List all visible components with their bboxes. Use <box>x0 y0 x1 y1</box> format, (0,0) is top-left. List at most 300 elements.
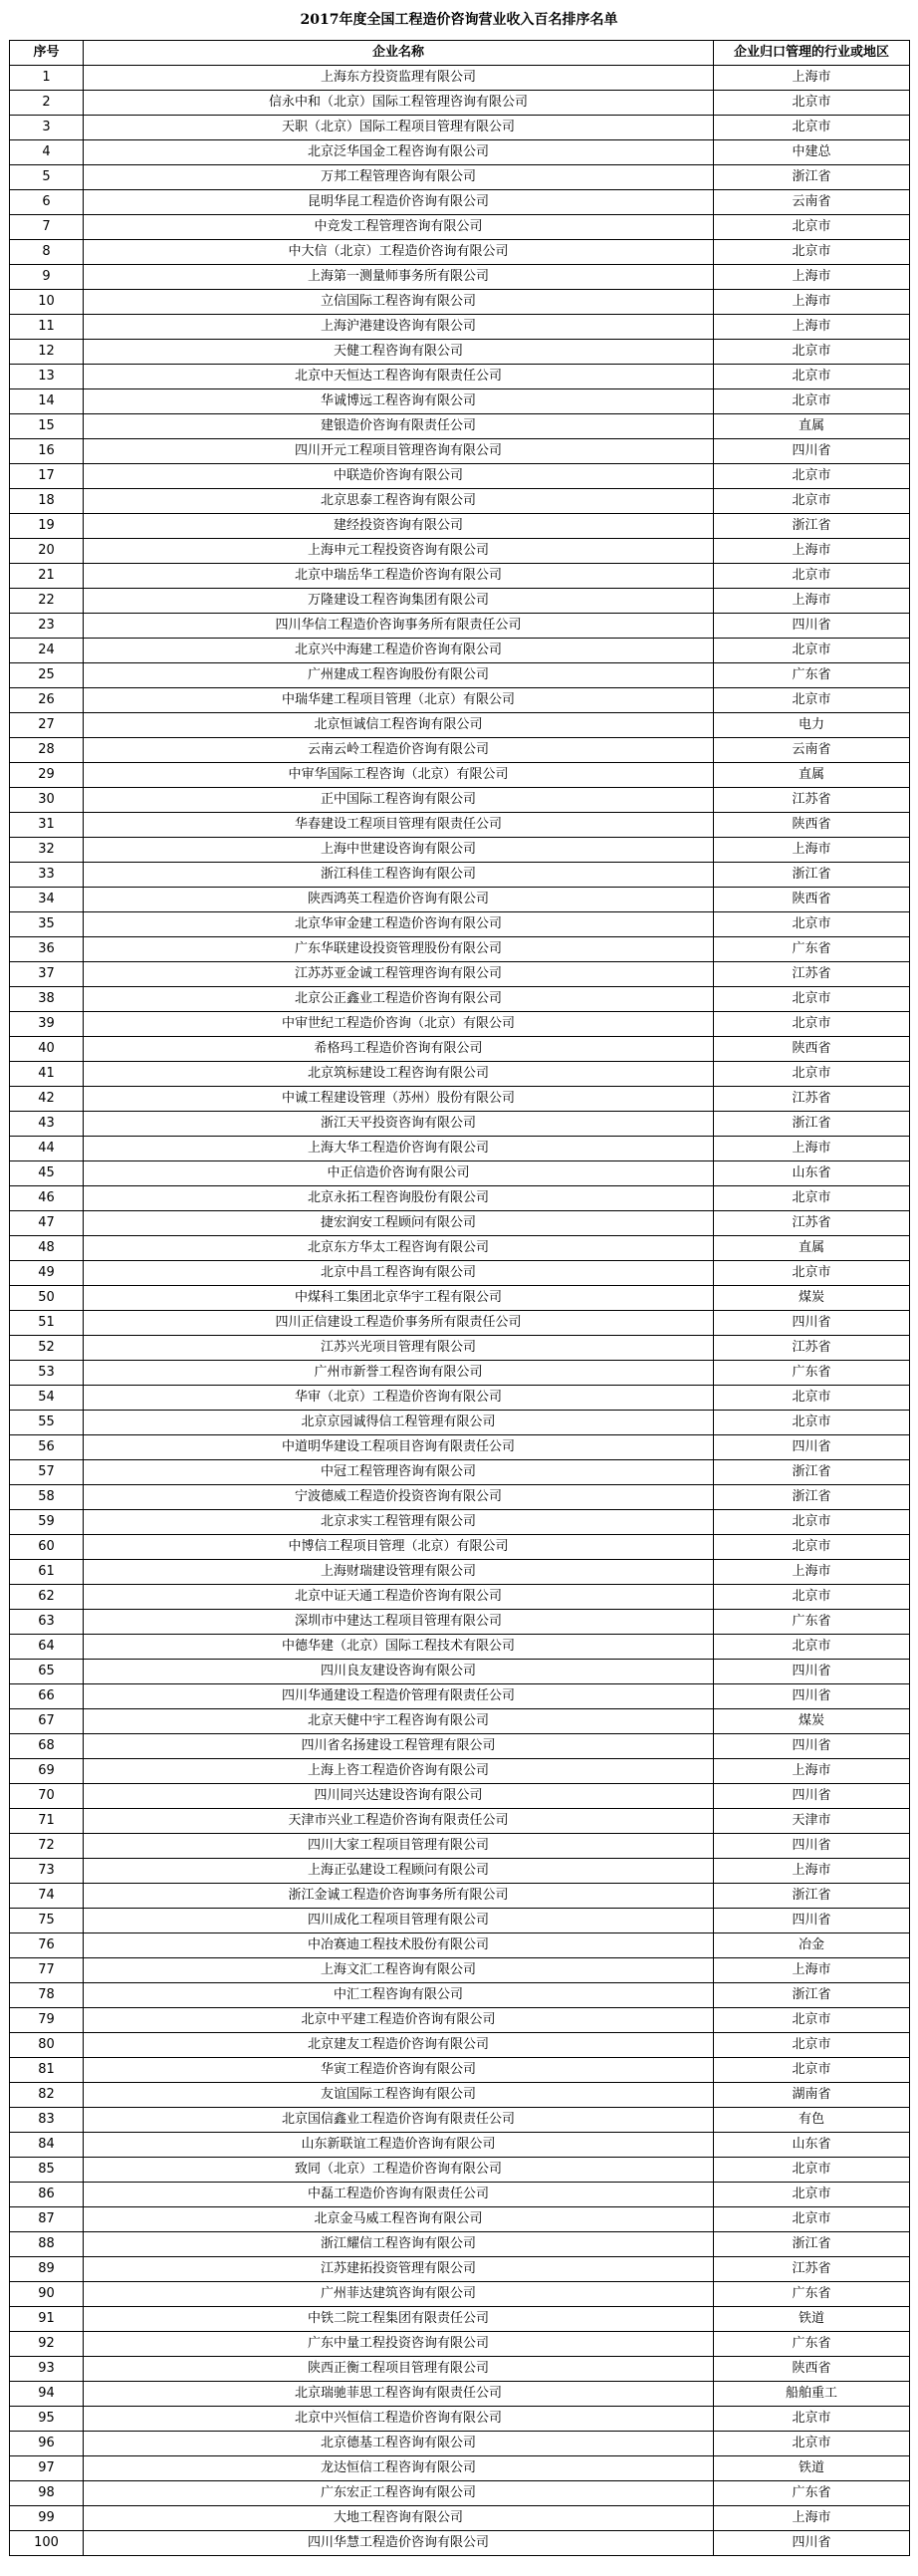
cell-region: 四川省 <box>714 1660 910 1684</box>
table-row <box>10 589 910 614</box>
table-row <box>10 2133 910 2158</box>
table-row <box>10 1610 910 1635</box>
table-row <box>10 688 910 713</box>
table-row <box>10 514 910 539</box>
cell-rank: 30 <box>10 788 84 813</box>
table-row <box>10 1560 910 1585</box>
cell-region: 江苏省 <box>714 962 910 987</box>
cell-rank: 44 <box>10 1137 84 1161</box>
table-row <box>10 1660 910 1684</box>
cell-region: 广东省 <box>714 1610 910 1635</box>
cell-region: 北京市 <box>714 215 910 240</box>
table-row <box>10 788 910 813</box>
cell-region: 四川省 <box>714 1834 910 1859</box>
cell-company-name: 北京恒诚信工程咨询有限公司 <box>84 713 714 738</box>
cell-rank: 43 <box>10 1112 84 1137</box>
table-row <box>10 1709 910 1734</box>
cell-company-name: 浙江天平投资咨询有限公司 <box>84 1112 714 1137</box>
table-row <box>10 564 910 589</box>
cell-rank: 26 <box>10 688 84 713</box>
cell-region: 陕西省 <box>714 1037 910 1062</box>
cell-company-name: 北京中兴恒信工程造价咨询有限公司 <box>84 2407 714 2432</box>
cell-region: 有色 <box>714 2108 910 2133</box>
cell-rank: 91 <box>10 2307 84 2332</box>
table-row <box>10 1859 910 1884</box>
table-row <box>10 937 910 962</box>
cell-region: 北京市 <box>714 688 910 713</box>
cell-company-name: 北京德基工程咨询有限公司 <box>84 2432 714 2456</box>
table-row <box>10 962 910 987</box>
cell-company-name: 上海申元工程投资咨询有限公司 <box>84 539 714 564</box>
cell-region: 山东省 <box>714 2133 910 2158</box>
table-row <box>10 539 910 564</box>
cell-company-name: 四川同兴达建设咨询有限公司 <box>84 1784 714 1809</box>
cell-region: 浙江省 <box>714 514 910 539</box>
table-row <box>10 1386 910 1411</box>
cell-region: 北京市 <box>714 1012 910 1037</box>
cell-company-name: 北京兴中海建工程造价咨询有限公司 <box>84 639 714 663</box>
table-row <box>10 315 910 340</box>
cell-region: 上海市 <box>714 539 910 564</box>
cell-region: 上海市 <box>714 1859 910 1884</box>
table-row <box>10 1759 910 1784</box>
cell-rank: 61 <box>10 1560 84 1585</box>
cell-company-name: 广州菲达建筑咨询有限公司 <box>84 2282 714 2307</box>
header-rank: 序号 <box>10 41 84 66</box>
page-title: 2017年度全国工程造价咨询营业收入百名排序名单 <box>300 12 618 28</box>
cell-rank: 100 <box>10 2531 84 2556</box>
cell-rank: 65 <box>10 1660 84 1684</box>
cell-rank: 5 <box>10 165 84 190</box>
cell-rank: 81 <box>10 2058 84 2083</box>
cell-region: 广东省 <box>714 2332 910 2357</box>
cell-region: 江苏省 <box>714 2257 910 2282</box>
cell-region: 北京市 <box>714 91 910 116</box>
table-row <box>10 2158 910 2183</box>
cell-rank: 80 <box>10 2033 84 2058</box>
cell-company-name: 四川良友建设咨询有限公司 <box>84 1660 714 1684</box>
table-row <box>10 1535 910 1560</box>
cell-region: 北京市 <box>714 912 910 937</box>
cell-region: 陕西省 <box>714 2357 910 2382</box>
cell-region: 直属 <box>714 414 910 439</box>
ranking-table <box>9 40 910 2556</box>
header-region: 企业归口管理的行业或地区 <box>714 41 910 66</box>
cell-region: 上海市 <box>714 838 910 863</box>
cell-rank: 11 <box>10 315 84 340</box>
cell-rank: 94 <box>10 2382 84 2407</box>
cell-region: 浙江省 <box>714 2232 910 2257</box>
table-row <box>10 1311 910 1336</box>
cell-company-name: 中正信造价咨询有限公司 <box>84 1161 714 1186</box>
cell-rank: 2 <box>10 91 84 116</box>
cell-company-name: 中煤科工集团北京华宇工程有限公司 <box>84 1286 714 1311</box>
cell-company-name: 广东华联建设投资管理股份有限公司 <box>84 937 714 962</box>
cell-region: 山东省 <box>714 1161 910 1186</box>
cell-rank: 20 <box>10 539 84 564</box>
table-row <box>10 1784 910 1809</box>
cell-company-name: 上海东方投资监理有限公司 <box>84 66 714 91</box>
cell-company-name: 中道明华建设工程项目咨询有限责任公司 <box>84 1435 714 1460</box>
cell-company-name: 北京天健中宇工程咨询有限公司 <box>84 1709 714 1734</box>
cell-rank: 42 <box>10 1087 84 1112</box>
cell-rank: 38 <box>10 987 84 1012</box>
cell-company-name: 中诚工程建设管理（苏州）股份有限公司 <box>84 1087 714 1112</box>
table-row <box>10 1211 910 1236</box>
table-row <box>10 639 910 663</box>
cell-company-name: 天健工程咨询有限公司 <box>84 340 714 365</box>
cell-company-name: 北京瑞驰菲思工程咨询有限责任公司 <box>84 2382 714 2407</box>
cell-rank: 50 <box>10 1286 84 1311</box>
cell-company-name: 华诚博远工程咨询有限公司 <box>84 389 714 414</box>
cell-rank: 23 <box>10 614 84 639</box>
cell-rank: 64 <box>10 1635 84 1660</box>
cell-region: 直属 <box>714 763 910 788</box>
cell-rank: 16 <box>10 439 84 464</box>
cell-rank: 75 <box>10 1909 84 1933</box>
cell-company-name: 信永中和（北京）国际工程管理咨询有限公司 <box>84 91 714 116</box>
table-header-row <box>10 41 910 66</box>
cell-rank: 4 <box>10 140 84 165</box>
cell-company-name: 北京东方华太工程咨询有限公司 <box>84 1236 714 1261</box>
cell-region: 四川省 <box>714 1684 910 1709</box>
table-row <box>10 987 910 1012</box>
cell-company-name: 中联造价咨询有限公司 <box>84 464 714 489</box>
cell-rank: 27 <box>10 713 84 738</box>
cell-company-name: 云南云岭工程造价咨询有限公司 <box>84 738 714 763</box>
cell-company-name: 四川正信建设工程造价事务所有限责任公司 <box>84 1311 714 1336</box>
cell-company-name: 中铁二院工程集团有限责任公司 <box>84 2307 714 2332</box>
cell-company-name: 上海沪港建设咨询有限公司 <box>84 315 714 340</box>
cell-rank: 93 <box>10 2357 84 2382</box>
cell-rank: 56 <box>10 1435 84 1460</box>
table-row <box>10 340 910 365</box>
cell-company-name: 希格玛工程造价咨询有限公司 <box>84 1037 714 1062</box>
cell-region: 北京市 <box>714 1510 910 1535</box>
table-row <box>10 464 910 489</box>
cell-region: 冶金 <box>714 1933 910 1958</box>
cell-rank: 59 <box>10 1510 84 1535</box>
cell-region: 北京市 <box>714 240 910 265</box>
cell-rank: 67 <box>10 1709 84 1734</box>
cell-company-name: 中冠工程管理咨询有限公司 <box>84 1460 714 1485</box>
table-row <box>10 1834 910 1859</box>
cell-company-name: 江苏苏亚金诚工程管理咨询有限公司 <box>84 962 714 987</box>
cell-region: 北京市 <box>714 2033 910 2058</box>
table-row <box>10 2432 910 2456</box>
cell-company-name: 广州建成工程咨询股份有限公司 <box>84 663 714 688</box>
cell-region: 上海市 <box>714 1958 910 1983</box>
cell-company-name: 建经投资咨询有限公司 <box>84 514 714 539</box>
cell-company-name: 天津市兴业工程造价咨询有限责任公司 <box>84 1809 714 1834</box>
cell-region: 北京市 <box>714 365 910 389</box>
cell-company-name: 浙江耀信工程咨询有限公司 <box>84 2232 714 2257</box>
cell-rank: 63 <box>10 1610 84 1635</box>
cell-region: 北京市 <box>714 987 910 1012</box>
cell-region: 铁道 <box>714 2456 910 2481</box>
cell-rank: 62 <box>10 1585 84 1610</box>
cell-region: 铁道 <box>714 2307 910 2332</box>
cell-rank: 37 <box>10 962 84 987</box>
table-row <box>10 2282 910 2307</box>
cell-company-name: 陕西鸿英工程造价咨询有限公司 <box>84 888 714 912</box>
cell-company-name: 上海第一测量师事务所有限公司 <box>84 265 714 290</box>
table-body <box>10 66 910 2556</box>
table-row <box>10 1361 910 1386</box>
table-row <box>10 2207 910 2232</box>
cell-rank: 25 <box>10 663 84 688</box>
cell-rank: 28 <box>10 738 84 763</box>
cell-rank: 14 <box>10 389 84 414</box>
cell-region: 湖南省 <box>714 2083 910 2108</box>
cell-region: 上海市 <box>714 290 910 315</box>
cell-rank: 84 <box>10 2133 84 2158</box>
cell-region: 上海市 <box>714 589 910 614</box>
cell-rank: 92 <box>10 2332 84 2357</box>
cell-company-name: 宁波德威工程造价投资咨询有限公司 <box>84 1485 714 1510</box>
cell-company-name: 正中国际工程咨询有限公司 <box>84 788 714 813</box>
cell-region: 江苏省 <box>714 788 910 813</box>
cell-rank: 7 <box>10 215 84 240</box>
cell-company-name: 上海正弘建设工程顾问有限公司 <box>84 1859 714 1884</box>
cell-rank: 55 <box>10 1411 84 1435</box>
cell-region: 江苏省 <box>714 1336 910 1361</box>
cell-region: 浙江省 <box>714 1112 910 1137</box>
cell-rank: 12 <box>10 340 84 365</box>
cell-company-name: 江苏兴光项目管理有限公司 <box>84 1336 714 1361</box>
table-row <box>10 165 910 190</box>
table-row <box>10 2083 910 2108</box>
cell-rank: 35 <box>10 912 84 937</box>
cell-region: 云南省 <box>714 738 910 763</box>
cell-region: 北京市 <box>714 2407 910 2432</box>
table-row <box>10 663 910 688</box>
cell-region: 天津市 <box>714 1809 910 1834</box>
cell-rank: 36 <box>10 937 84 962</box>
cell-rank: 83 <box>10 2108 84 2133</box>
cell-rank: 46 <box>10 1186 84 1211</box>
table-row <box>10 2531 910 2556</box>
cell-rank: 60 <box>10 1535 84 1560</box>
table-row <box>10 1087 910 1112</box>
cell-region: 北京市 <box>714 2432 910 2456</box>
cell-company-name: 广州市新誉工程咨询有限公司 <box>84 1361 714 1386</box>
cell-company-name: 中磊工程造价咨询有限责任公司 <box>84 2183 714 2207</box>
cell-company-name: 大地工程咨询有限公司 <box>84 2506 714 2531</box>
cell-company-name: 四川开元工程项目管理咨询有限公司 <box>84 439 714 464</box>
cell-region: 四川省 <box>714 614 910 639</box>
cell-region: 北京市 <box>714 2207 910 2232</box>
table-row <box>10 190 910 215</box>
cell-company-name: 浙江科佳工程咨询有限公司 <box>84 863 714 888</box>
table-row <box>10 489 910 514</box>
cell-company-name: 友谊国际工程咨询有限公司 <box>84 2083 714 2108</box>
cell-rank: 95 <box>10 2407 84 2432</box>
table-row <box>10 838 910 863</box>
cell-rank: 17 <box>10 464 84 489</box>
cell-company-name: 中审华国际工程咨询（北京）有限公司 <box>84 763 714 788</box>
cell-region: 四川省 <box>714 1909 910 1933</box>
header-company-name: 企业名称 <box>84 41 714 66</box>
cell-rank: 51 <box>10 1311 84 1336</box>
cell-company-name: 北京中天恒达工程咨询有限责任公司 <box>84 365 714 389</box>
table-row <box>10 1336 910 1361</box>
table-row <box>10 2183 910 2207</box>
cell-rank: 18 <box>10 489 84 514</box>
table-row <box>10 414 910 439</box>
cell-rank: 33 <box>10 863 84 888</box>
cell-company-name: 北京金马威工程咨询有限公司 <box>84 2207 714 2232</box>
cell-company-name: 中竞发工程管理咨询有限公司 <box>84 215 714 240</box>
cell-rank: 52 <box>10 1336 84 1361</box>
table-row <box>10 713 910 738</box>
cell-region: 广东省 <box>714 2481 910 2506</box>
table-row <box>10 2382 910 2407</box>
cell-company-name: 万隆建设工程咨询集团有限公司 <box>84 589 714 614</box>
cell-rank: 32 <box>10 838 84 863</box>
cell-company-name: 浙江金诚工程造价咨询事务所有限公司 <box>84 1884 714 1909</box>
table-row <box>10 365 910 389</box>
cell-region: 中建总 <box>714 140 910 165</box>
table-row <box>10 2058 910 2083</box>
cell-company-name: 昆明华昆工程造价咨询有限公司 <box>84 190 714 215</box>
cell-region: 浙江省 <box>714 863 910 888</box>
cell-region: 浙江省 <box>714 1983 910 2008</box>
table-row <box>10 1261 910 1286</box>
cell-region: 浙江省 <box>714 1485 910 1510</box>
cell-rank: 47 <box>10 1211 84 1236</box>
cell-rank: 87 <box>10 2207 84 2232</box>
cell-company-name: 北京中瑞岳华工程造价咨询有限公司 <box>84 564 714 589</box>
cell-rank: 29 <box>10 763 84 788</box>
cell-region: 北京市 <box>714 2008 910 2033</box>
table-row <box>10 1460 910 1485</box>
table-row <box>10 1062 910 1087</box>
table-row <box>10 1411 910 1435</box>
cell-region: 陕西省 <box>714 888 910 912</box>
cell-company-name: 四川华通建设工程造价管理有限责任公司 <box>84 1684 714 1709</box>
cell-company-name: 天职（北京）国际工程项目管理有限公司 <box>84 116 714 140</box>
cell-region: 北京市 <box>714 1186 910 1211</box>
cell-company-name: 广东宏正工程咨询有限公司 <box>84 2481 714 2506</box>
cell-rank: 97 <box>10 2456 84 2481</box>
cell-rank: 79 <box>10 2008 84 2033</box>
cell-region: 云南省 <box>714 190 910 215</box>
cell-region: 浙江省 <box>714 1460 910 1485</box>
cell-company-name: 中大信（北京）工程造价咨询有限公司 <box>84 240 714 265</box>
table-row <box>10 290 910 315</box>
cell-region: 四川省 <box>714 2531 910 2556</box>
cell-company-name: 龙达恒信工程咨询有限公司 <box>84 2456 714 2481</box>
cell-region: 船舶重工 <box>714 2382 910 2407</box>
table-row <box>10 66 910 91</box>
cell-company-name: 中汇工程咨询有限公司 <box>84 1983 714 2008</box>
cell-rank: 54 <box>10 1386 84 1411</box>
cell-company-name: 四川华信工程造价咨询事务所有限责任公司 <box>84 614 714 639</box>
table-row <box>10 1286 910 1311</box>
table-row <box>10 1884 910 1909</box>
table-row <box>10 2407 910 2432</box>
cell-rank: 58 <box>10 1485 84 1510</box>
cell-region: 江苏省 <box>714 1211 910 1236</box>
table-row <box>10 1585 910 1610</box>
table-row <box>10 2108 910 2133</box>
cell-company-name: 北京思泰工程咨询有限公司 <box>84 489 714 514</box>
cell-company-name: 四川大家工程项目管理有限公司 <box>84 1834 714 1859</box>
cell-rank: 70 <box>10 1784 84 1809</box>
table-row <box>10 1809 910 1834</box>
cell-company-name: 中审世纪工程造价咨询（北京）有限公司 <box>84 1012 714 1037</box>
table-row <box>10 1037 910 1062</box>
cell-rank: 19 <box>10 514 84 539</box>
cell-region: 广东省 <box>714 663 910 688</box>
cell-region: 煤炭 <box>714 1709 910 1734</box>
cell-region: 北京市 <box>714 464 910 489</box>
cell-rank: 98 <box>10 2481 84 2506</box>
cell-region: 广东省 <box>714 1361 910 1386</box>
cell-region: 北京市 <box>714 1062 910 1087</box>
cell-company-name: 中冶赛迪工程技术股份有限公司 <box>84 1933 714 1958</box>
cell-region: 北京市 <box>714 389 910 414</box>
cell-rank: 10 <box>10 290 84 315</box>
cell-rank: 74 <box>10 1884 84 1909</box>
table-row <box>10 1236 910 1261</box>
cell-company-name: 中瑞华建工程项目管理（北京）有限公司 <box>84 688 714 713</box>
table-row <box>10 1510 910 1535</box>
table-row <box>10 1983 910 2008</box>
cell-company-name: 中博信工程项目管理（北京）有限公司 <box>84 1535 714 1560</box>
cell-company-name: 华寅工程造价咨询有限公司 <box>84 2058 714 2083</box>
table-row <box>10 2332 910 2357</box>
cell-region: 北京市 <box>714 1535 910 1560</box>
table-row <box>10 140 910 165</box>
cell-rank: 9 <box>10 265 84 290</box>
cell-company-name: 江苏建拓投资管理有限公司 <box>84 2257 714 2282</box>
cell-region: 四川省 <box>714 439 910 464</box>
cell-region: 四川省 <box>714 1784 910 1809</box>
table-row <box>10 1186 910 1211</box>
table-row <box>10 1635 910 1660</box>
cell-region: 北京市 <box>714 639 910 663</box>
cell-region: 北京市 <box>714 1411 910 1435</box>
cell-rank: 34 <box>10 888 84 912</box>
cell-region: 四川省 <box>714 1435 910 1460</box>
cell-rank: 90 <box>10 2282 84 2307</box>
cell-company-name: 立信国际工程咨询有限公司 <box>84 290 714 315</box>
cell-region: 上海市 <box>714 265 910 290</box>
cell-company-name: 四川成化工程项目管理有限公司 <box>84 1909 714 1933</box>
cell-company-name: 上海文汇工程咨询有限公司 <box>84 1958 714 1983</box>
table-row <box>10 2481 910 2506</box>
cell-region: 北京市 <box>714 1261 910 1286</box>
cell-region: 四川省 <box>714 1311 910 1336</box>
cell-rank: 69 <box>10 1759 84 1784</box>
cell-region: 广东省 <box>714 937 910 962</box>
cell-rank: 71 <box>10 1809 84 1834</box>
table-row <box>10 1161 910 1186</box>
table-row <box>10 1137 910 1161</box>
cell-region: 浙江省 <box>714 165 910 190</box>
cell-company-name: 北京京园诚得信工程管理有限公司 <box>84 1411 714 1435</box>
cell-rank: 85 <box>10 2158 84 2183</box>
table-row <box>10 265 910 290</box>
cell-rank: 76 <box>10 1933 84 1958</box>
cell-region: 上海市 <box>714 315 910 340</box>
cell-rank: 15 <box>10 414 84 439</box>
cell-rank: 41 <box>10 1062 84 1087</box>
table-row <box>10 1435 910 1460</box>
cell-rank: 89 <box>10 2257 84 2282</box>
